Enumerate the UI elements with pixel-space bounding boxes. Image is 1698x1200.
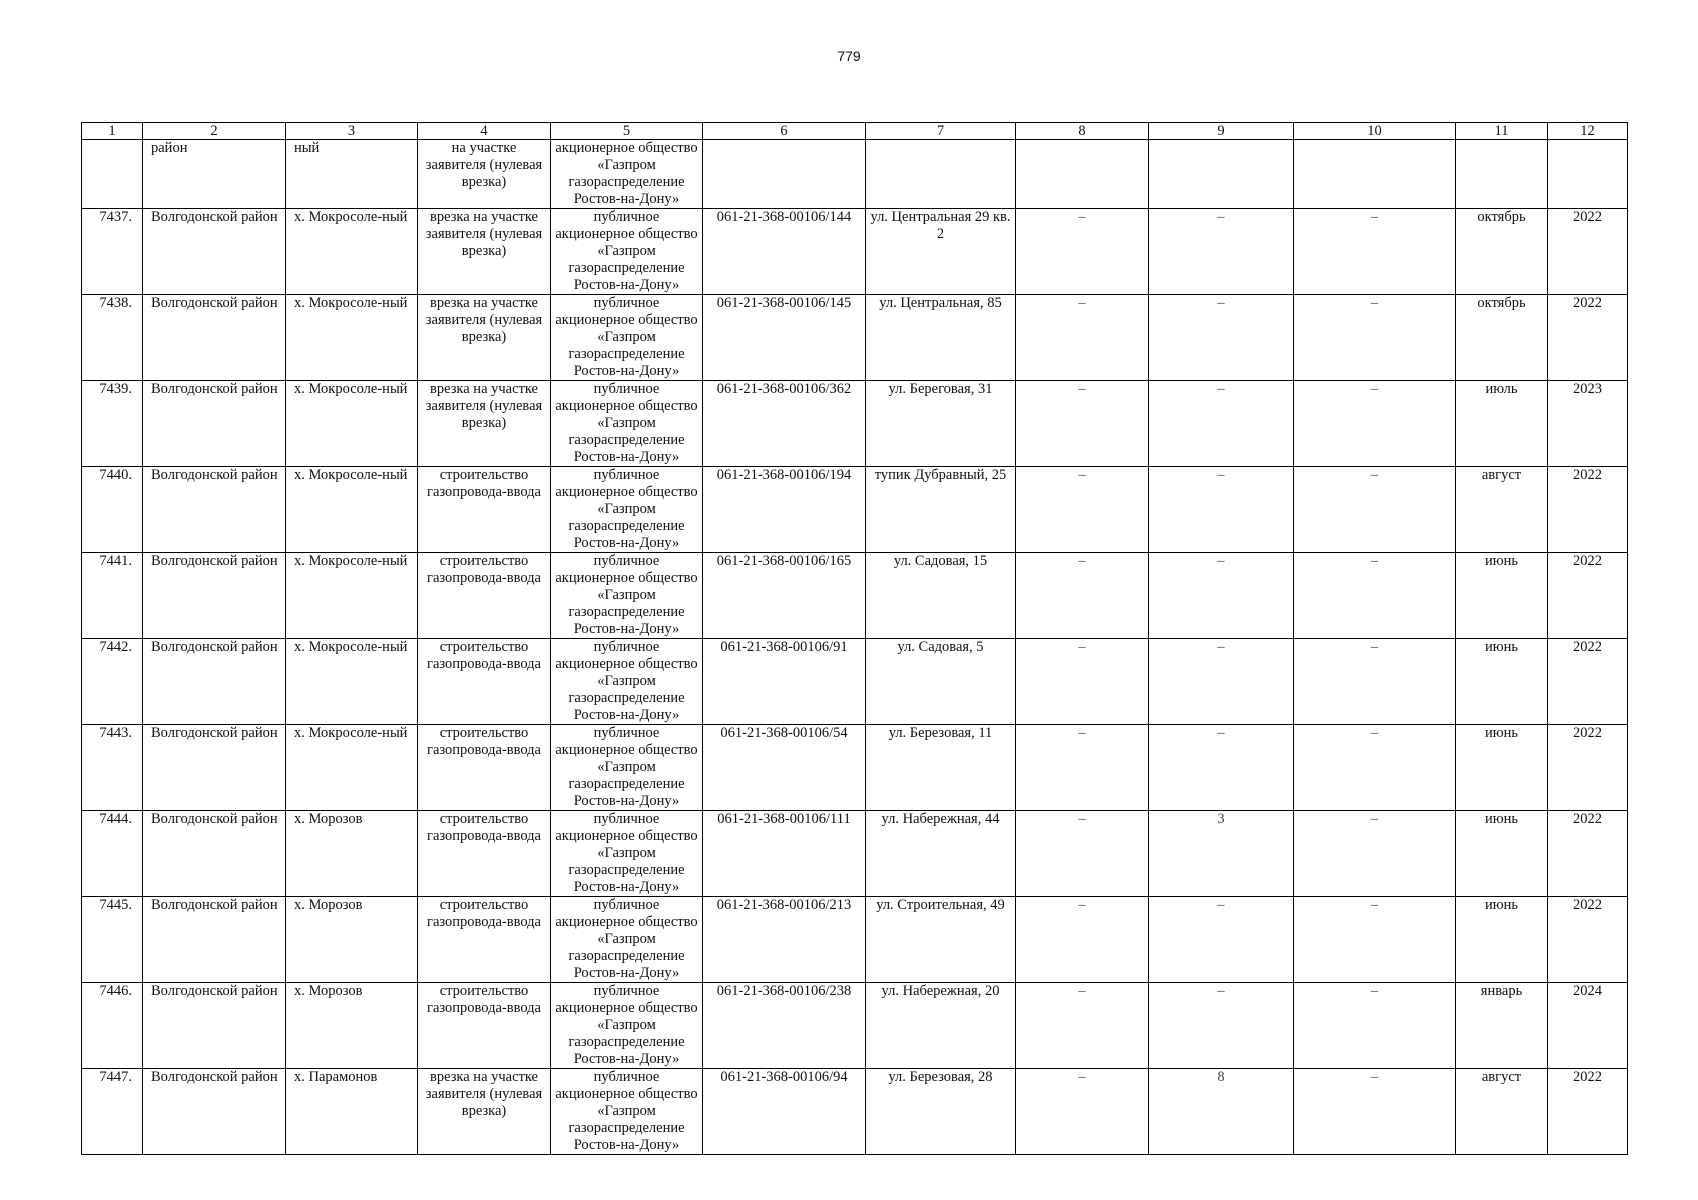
organization-cell: публичное акционерное общество «Газпром газораспределение Ростов-на-Дону» [551,209,703,295]
table-row [82,553,1628,639]
organization-cell: публичное акционерное общество «Газпром газораспределение Ростов-на-Дону» [551,381,703,467]
month-cell: октябрь [1456,209,1548,295]
settlement-cell: х. Морозов [286,983,418,1069]
column-8-cell: – [1016,209,1149,295]
table-row [82,725,1628,811]
district-cell: Волгодонской район [143,209,286,295]
district-cell: район [143,140,286,209]
column-9-cell: – [1149,983,1294,1069]
table-row [82,897,1628,983]
address-cell: ул. Береговая, 31 [866,381,1016,467]
work-type-cell: врезка на участке заявителя (нулевая врезка) [418,209,551,295]
column-9-cell [1149,140,1294,209]
column-8-cell [1016,140,1149,209]
contract-number-cell: 061-21-368-00106/213 [703,897,866,983]
row-number-cell: 7437. [82,209,143,295]
settlement-cell: х. Мокросоле-ный [286,467,418,553]
district-cell: Волгодонской район [143,811,286,897]
column-number: 8 [1016,123,1149,140]
contract-number-cell: 061-21-368-00106/362 [703,381,866,467]
settlement-cell: х. Мокросоле-ный [286,725,418,811]
address-cell: тупик Дубравный, 25 [866,467,1016,553]
column-9-cell: 8 [1149,1069,1294,1155]
district-cell: Волгодонской район [143,467,286,553]
column-10-cell: – [1294,725,1456,811]
month-cell: июль [1456,381,1548,467]
year-cell: 2022 [1548,1069,1628,1155]
row-number-cell: 7438. [82,295,143,381]
work-type-cell: на участке заявителя (нулевая врезка) [418,140,551,209]
month-cell: август [1456,1069,1548,1155]
row-number-cell: 7446. [82,983,143,1069]
settlement-cell: х. Мокросоле-ный [286,295,418,381]
column-number: 2 [143,123,286,140]
column-8-cell: – [1016,381,1149,467]
contract-number-cell: 061-21-368-00106/94 [703,1069,866,1155]
settlement-cell: х. Мокросоле-ный [286,209,418,295]
work-type-cell: строительство газопровода-ввода [418,553,551,639]
column-8-cell: – [1016,725,1149,811]
row-number-cell: 7442. [82,639,143,725]
row-number-cell: 7447. [82,1069,143,1155]
year-cell: 2022 [1548,553,1628,639]
address-cell: ул. Набережная, 20 [866,983,1016,1069]
month-cell: август [1456,467,1548,553]
column-9-cell: – [1149,897,1294,983]
district-cell: Волгодонской район [143,1069,286,1155]
column-8-cell: – [1016,811,1149,897]
address-cell: ул. Центральная, 85 [866,295,1016,381]
table-row [82,209,1628,295]
district-cell: Волгодонской район [143,295,286,381]
work-type-cell: врезка на участке заявителя (нулевая врезка) [418,295,551,381]
column-9-cell: – [1149,209,1294,295]
month-cell: январь [1456,983,1548,1069]
column-9-cell: 3 [1149,811,1294,897]
settlement-cell: х. Парамонов [286,1069,418,1155]
settlement-cell: х. Морозов [286,897,418,983]
column-number: 9 [1149,123,1294,140]
contract-number-cell: 061-21-368-00106/238 [703,983,866,1069]
table-row [82,295,1628,381]
column-8-cell: – [1016,467,1149,553]
column-9-cell: – [1149,725,1294,811]
organization-cell: публичное акционерное общество «Газпром газораспределение Ростов-на-Дону» [551,639,703,725]
row-number-cell: 7444. [82,811,143,897]
month-cell: июнь [1456,725,1548,811]
contract-number-cell: 061-21-368-00106/144 [703,209,866,295]
district-cell: Волгодонской район [143,983,286,1069]
work-type-cell: строительство газопровода-ввода [418,725,551,811]
contract-number-cell: 061-21-368-00106/54 [703,725,866,811]
row-number-cell: 7440. [82,467,143,553]
work-type-cell: врезка на участке заявителя (нулевая врезка) [418,381,551,467]
year-cell: 2022 [1548,295,1628,381]
year-cell: 2024 [1548,983,1628,1069]
column-10-cell: – [1294,983,1456,1069]
district-cell: Волгодонской район [143,725,286,811]
address-cell: ул. Садовая, 15 [866,553,1016,639]
year-cell: 2022 [1548,811,1628,897]
work-type-cell: строительство газопровода-ввода [418,467,551,553]
column-8-cell: – [1016,983,1149,1069]
column-number: 10 [1294,123,1456,140]
work-type-cell: строительство газопровода-ввода [418,983,551,1069]
column-number: 7 [866,123,1016,140]
organization-cell: публичное акционерное общество «Газпром газораспределение Ростов-на-Дону» [551,983,703,1069]
year-cell: 2022 [1548,467,1628,553]
month-cell: июнь [1456,553,1548,639]
district-cell: Волгодонской район [143,639,286,725]
organization-cell: публичное акционерное общество «Газпром газораспределение Ростов-на-Дону» [551,725,703,811]
contract-number-cell: 061-21-368-00106/194 [703,467,866,553]
work-type-cell: строительство газопровода-ввода [418,897,551,983]
column-10-cell: – [1294,381,1456,467]
organization-cell: публичное акционерное общество «Газпром газораспределение Ростов-на-Дону» [551,1069,703,1155]
year-cell [1548,140,1628,209]
address-cell: ул. Строительная, 49 [866,897,1016,983]
settlement-cell: х. Мокросоле-ный [286,381,418,467]
column-number: 1 [82,123,143,140]
column-9-cell: – [1149,553,1294,639]
address-cell: ул. Садовая, 5 [866,639,1016,725]
year-cell: 2022 [1548,897,1628,983]
year-cell: 2022 [1548,725,1628,811]
column-number-row [82,123,1628,140]
month-cell: июнь [1456,897,1548,983]
column-9-cell: – [1149,467,1294,553]
column-10-cell: – [1294,553,1456,639]
contract-number-cell [703,140,866,209]
organization-cell: публичное акционерное общество «Газпром газораспределение Ростов-на-Дону» [551,467,703,553]
column-9-cell: – [1149,295,1294,381]
month-cell: июнь [1456,811,1548,897]
organization-cell: публичное акционерное общество «Газпром газораспределение Ростов-на-Дону» [551,295,703,381]
column-10-cell: – [1294,1069,1456,1155]
address-cell [866,140,1016,209]
contract-number-cell: 061-21-368-00106/111 [703,811,866,897]
table-row [82,639,1628,725]
row-number-cell: 7443. [82,725,143,811]
gasification-table [81,122,1628,1155]
table-row [82,381,1628,467]
column-10-cell: – [1294,209,1456,295]
work-type-cell: строительство газопровода-ввода [418,811,551,897]
page-number: 779 [837,48,861,64]
table-row [82,467,1628,553]
month-cell: октябрь [1456,295,1548,381]
column-10-cell: – [1294,897,1456,983]
year-cell: 2022 [1548,639,1628,725]
organization-cell: публичное акционерное общество «Газпром газораспределение Ростов-на-Дону» [551,811,703,897]
organization-cell: публичное акционерное общество «Газпром газораспределение Ростов-на-Дону» [551,553,703,639]
column-number: 4 [418,123,551,140]
column-8-cell: – [1016,553,1149,639]
column-10-cell [1294,140,1456,209]
column-8-cell: – [1016,1069,1149,1155]
column-10-cell: – [1294,295,1456,381]
column-10-cell: – [1294,639,1456,725]
column-number: 5 [551,123,703,140]
contract-number-cell: 061-21-368-00106/91 [703,639,866,725]
row-number-cell [82,140,143,209]
district-cell: Волгодонской район [143,897,286,983]
contract-number-cell: 061-21-368-00106/145 [703,295,866,381]
year-cell: 2022 [1548,209,1628,295]
settlement-cell: х. Морозов [286,811,418,897]
column-10-cell: – [1294,811,1456,897]
row-number-cell: 7445. [82,897,143,983]
organization-cell: публичное акционерное общество «Газпром газораспределение Ростов-на-Дону» [551,897,703,983]
column-number: 12 [1548,123,1628,140]
address-cell: ул. Центральная 29 кв. 2 [866,209,1016,295]
column-8-cell: – [1016,639,1149,725]
column-number: 3 [286,123,418,140]
column-10-cell: – [1294,467,1456,553]
work-type-cell: врезка на участке заявителя (нулевая врезка) [418,1069,551,1155]
address-cell: ул. Березовая, 11 [866,725,1016,811]
row-number-cell: 7441. [82,553,143,639]
contract-number-cell: 061-21-368-00106/165 [703,553,866,639]
district-cell: Волгодонской район [143,553,286,639]
settlement-cell: х. Мокросоле-ный [286,639,418,725]
work-type-cell: строительство газопровода-ввода [418,639,551,725]
address-cell: ул. Набережная, 44 [866,811,1016,897]
year-cell: 2023 [1548,381,1628,467]
month-cell: июнь [1456,639,1548,725]
column-9-cell: – [1149,639,1294,725]
column-9-cell: – [1149,381,1294,467]
settlement-cell: х. Мокросоле-ный [286,553,418,639]
settlement-cell: ный [286,140,418,209]
address-cell: ул. Березовая, 28 [866,1069,1016,1155]
month-cell [1456,140,1548,209]
column-8-cell: – [1016,295,1149,381]
table-row [82,983,1628,1069]
column-number: 6 [703,123,866,140]
row-number-cell: 7439. [82,381,143,467]
table-row [82,1069,1628,1155]
table-row [82,140,1628,209]
column-number: 11 [1456,123,1548,140]
column-8-cell: – [1016,897,1149,983]
organization-cell: акционерное общество «Газпром газораспределение Ростов-на-Дону» [551,140,703,209]
district-cell: Волгодонской район [143,381,286,467]
table-row [82,811,1628,897]
